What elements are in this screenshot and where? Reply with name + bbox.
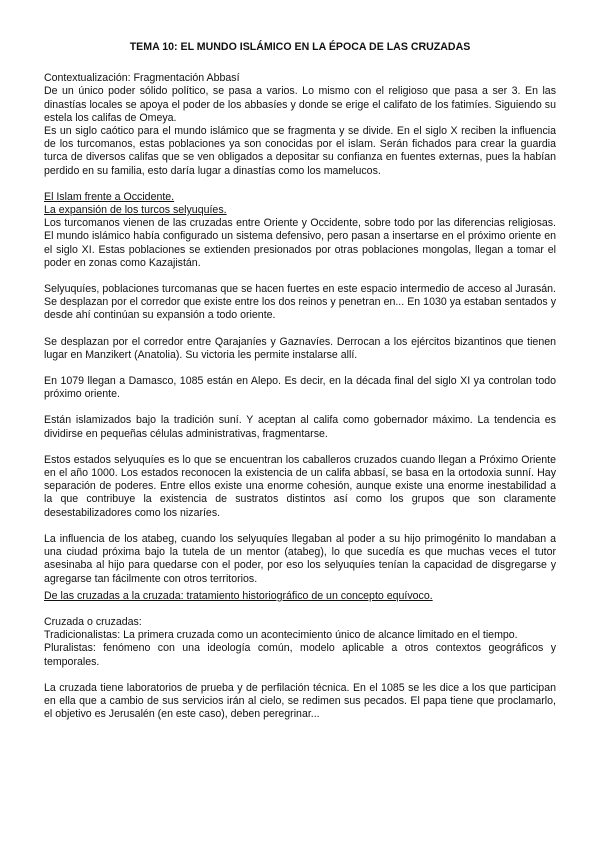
section2-line-tradicionalistas: Tradicionalistas: La primera cruzada como un acontecimiento único de alcance limitado en el tiempo. xyxy=(44,629,518,642)
section-heading-cruzadas: De las cruzadas a la cruzada: tratamiento historiográfico de un concepto equívoco. xyxy=(44,589,433,602)
section1-paragraph-2: Selyuquíes, poblaciones turcomanas que se hacen fuertes en este espacio intermedio de acceso al Jurasán. Se desplazan por el corredor que existe entre los dos reinos y penetran en... En 1030 ya estaban sentados y desde ahí continúan su expansión a todo oriente. xyxy=(44,283,556,322)
section1-paragraph-3: Se desplazan por el corredor entre Qarajaníes y Gaznavíes. Derrocan a los ejércitos bizantinos que tienen lugar en Manzikert (Anatolia). Su victoria les permite instalarse allí. xyxy=(44,335,556,361)
context-heading: Contextualización: Fragmentación Abbasí xyxy=(44,72,240,85)
context-paragraph-1: De un único poder sólido político, se pasa a varios. Lo mismo con el religioso que pasa a ser 3. En las dinastías locales se apoya el poder de los abbasíes y donde se erige el califato de los fatimíes. Siguiendo su estela los califas de Omeya. xyxy=(44,85,556,124)
section1-paragraph-1: Los turcomanos vienen de las cruzadas entre Oriente y Occidente, sobre todo por las diferencias religiosas. El mundo islámico había configurado un sistema defensivo, pero pasan a insertarse en el próximo oriente en el siglo XI. Estas poblaciones se extienden presionados por otras poblaciones mongolas, llegan a tomar el poder en zonas como Kazajistán. xyxy=(44,217,556,269)
section1-paragraph-5: Están islamizados bajo la tradición suní. Y aceptan al califa como gobernador máximo. La tendencia es dividirse en pequeñas células administrativas, fragmentarse. xyxy=(44,414,556,440)
document-title: TEMA 10: EL MUNDO ISLÁMICO EN LA ÉPOCA DE LAS CRUZADAS xyxy=(129,41,471,53)
section2-line-cruzada: Cruzada o cruzadas: xyxy=(44,615,142,628)
section1-paragraph-4: En 1079 llegan a Damasco, 1085 están en Alepo. Es decir, en la década final del siglo XI ya controlan todo próximo oriente. xyxy=(44,375,556,401)
section-heading-islam: El Islam frente a Occidente. xyxy=(44,190,175,203)
section1-paragraph-6: Estos estados selyuquíes es lo que se encuentran los caballeros cruzados cuando llegan a Próximo Oriente en el año 1000. Los estados reconocen la existencia de un califa abbasí, se basa en la ortodoxia sunní. Hay separación de poderes. Entre ellos existe una enorme cohesión, aunque existe una enorme inestabilidad a la que contribuye la existencia de sustratos distintos así como los grupos que son claramente desestabilizadores como los nizaríes. xyxy=(44,453,556,519)
section1-paragraph-7: La influencia de los atabeg, cuando los selyuquíes llegaban al poder a su hijo primogénito lo mandaban a una ciudad próxima bajo la tutela de un mentor (atabeg), lo que sucedía es que muchas veces el tutor asesinaba al hijo para quedarse con el poder, por eso los selyuquíes tenían la capacidad de disgregarse y agregarse tan fácilmente con otros territorios. xyxy=(44,532,556,585)
section2-paragraph-2: La cruzada tiene laboratorios de prueba y de perfilación técnica. En el 1085 se les dice a los que participan en ella que a cambio de sus servicios irán al cielo, se redimen sus pecados. El papa tiene que proclamarlo, el objetivo es Jerusalén (en este caso), deben peregrinar... xyxy=(44,681,556,721)
section2-line-pluralistas: Pluralistas: fenómeno con una ideología común, modelo aplicable a otros contextos geográficos y temporales. xyxy=(44,642,556,668)
section-subheading-selyuquies: La expansión de los turcos selyuquíes. xyxy=(44,204,227,217)
context-paragraph-2: Es un siglo caótico para el mundo islámico que se fragmenta y se divide. En el siglo X reciben la influencia de los turcomanos, estas poblaciones ya son conocidas por el islam. Serán fichados para crear la guardia turca de diversos califas que se ven obligados a depositar su confianza en fuentes externas, pues la habían perdido en su familia, esto daría lugar a dinastías como los mamelucos. xyxy=(44,125,556,177)
